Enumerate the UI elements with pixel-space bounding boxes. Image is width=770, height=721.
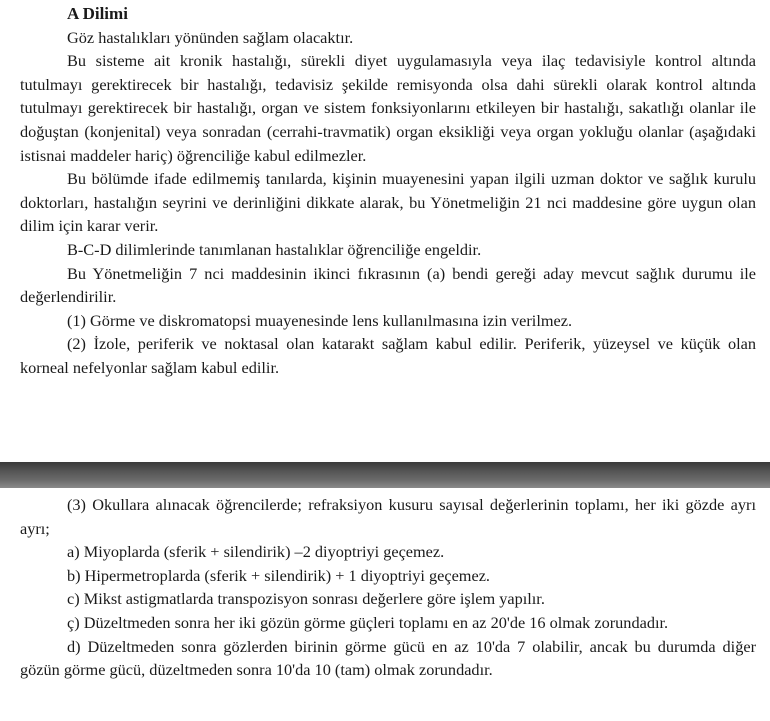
- paragraph-intro: Göz hastalıkları yönünden sağlam olacaktır.: [67, 27, 354, 47]
- paragraph-item-3b: b) Hipermetroplarda (sferik + silendirik) + 1 diyoptriyi geçemez.: [67, 565, 490, 585]
- paragraph-bcd-slices: B-C-D dilimlerinde tanımlanan hastalıklar öğrenciliğe engeldir.: [67, 239, 482, 259]
- paragraph-item-3c: c) Mikst astigmatlarda transpozisyon sonrası değerlere göre işlem yapılır.: [67, 589, 545, 609]
- paragraph-item-3: (3) Okullara alınacak öğrencilerde; refraksiyon kusuru sayısal değerlerinin toplamı, her iki gözde ayrı ayrı;: [20, 495, 756, 538]
- document-top-section: [20, 2, 756, 380]
- paragraph-item-3d: d) Düzeltmeden sonra gözlerden birinin görme gücü en az 10'da 7 olabilir, ancak bu durumda diğer gözün görme gücü, düzeltmeden sonra 10'da 10 (tam) olmak zorundadır.: [20, 636, 756, 680]
- paragraph-undefined-diagnoses: Bu bölümde ifade edilmemiş tanılarda, kişinin muayenesini yapan ilgili uzman doktor ve sağlık kurulu doktorları, hastalığın seyrini ve derinliğini dikkate alarak, bu Yönetmeliğin 21 nci maddesine göre uygun olan dilim için karar verir.: [20, 169, 756, 236]
- paragraph-item-3cc: ç) Düzeltmeden sonra her iki gözün görme güçleri toplamı en az 20'de 16 olmak zorundadır.: [67, 612, 669, 632]
- document-bottom-section: [20, 493, 756, 682]
- paragraph-item-3a: a) Miyoplarda (sferik + silendirik) –2 diyoptriyi geçemez.: [67, 542, 445, 562]
- paragraph-item-1: (1) Görme ve diskromatopsi muayenesinde lens kullanılmasına izin verilmez.: [67, 310, 573, 330]
- paragraph-chronic-diseases: Bu sisteme ait kronik hastalığı, sürekli diyet uygulamasıyla veya ilaç tedavisiyle kontrol altında tutulmayı gerektirecek bir hastalığı, tedavisiz şekilde remisyonda olsa dahi sürekli olarak kontrol altında tutulmayı gerektirecek bir hastalığı, organ ve sistem fonksiyonlarını etkileyen bir hastalığı, sakatlığı olanlar ile doğuştan (konjenital) veya sonradan (cerrahi-travmatik) organ eksikliği veya organ yokluğu olanlar (aşağıdaki istisnai maddeler hariç) öğrenciliğe kabul edilmezler.: [20, 51, 756, 165]
- paragraph-article-7: Bu Yönetmeliğin 7 nci maddesinin ikinci fıkrasının (a) bendi gereği aday mevcut sağlık durumu ile değerlendirilir.: [20, 263, 756, 307]
- page-divider: [0, 462, 770, 488]
- paragraph-item-2: (2) İzole, periferik ve noktasal olan katarakt sağlam kabul edilir. Periferik, yüzeysel ve küçük olan korneal nefelyonlar sağlam kabul edilir.: [20, 334, 756, 377]
- section-heading: A Dilimi: [67, 4, 128, 23]
